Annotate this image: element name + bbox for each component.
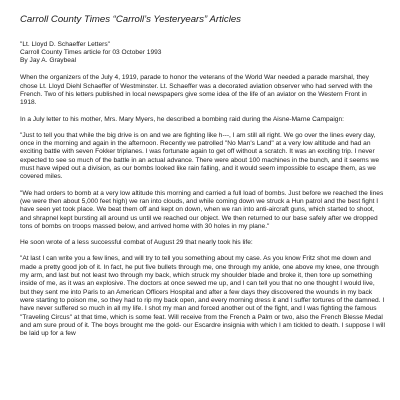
article-header	[20, 41, 385, 66]
paragraph: He soon wrote of a less successful combat of August 29 that nearly took his life:	[20, 239, 253, 247]
paragraph: "Just to tell you that while the big drive is on and we are fighting like h---, I am still all right. We go over the lines every day, once in the morning and again in the afternoon. Recently we patrolled "No Man's Land" at a very low altitude and had an exciting battle with seven Fokker triplanes. I was fortunate again to get off without a scratch. It was an exciting trip. I never expected to see so much of the battle in an actual advance. There were about 100 machines in the bunch, and it seems we must have wiped out a division, as our bombs looked like rain falling, and it would seem impossible to escape them, as we covered miles.	[20, 131, 380, 181]
paragraph: "At last I can write you a few lines, and will try to tell you something about my case. As you know Fritz shot me down and made a pretty good job of it. In fact, he put five bullets through me, one through my ankle, one above my knee, one through my arm, and last but not least two through my back, which struck my shoulder blade and broke it, then tore up something inside of me, as it was an explosive. The doctors at once sewed me up, and I can tell you that no one thought I would live, but they sent me into Paris to an American Officers Hospital and after a few days they discovered the wounds in my back were starting to poison me, so they had to rip my back open, and every morning dress it and I suffer tortures of the damned. I have never suffered so much in all my life. I shot my man and forced another out of the fight, and I was fighting the famous "Traveling Circus" at that time, which is some feat. Will receive from the French a Palm or two, also the French Blesse Medal and am sure proud of it. The boys brought me the gold- our Escardre insignia with which I am tickled to death. I suppose I will be laid up for a few	[20, 255, 385, 338]
article-source: Carroll County Times article for 03 October 1993	[20, 48, 162, 56]
paragraph: When the organizers of the July 4, 1919, parade to honor the veterans of the World War needed a parade marshal, they chose Lt. Lloyd Diehl Schaeffer of Westminster. Lt. Schaeffer was a decorated aviation observer who had served with the French. Two of his letters published in local newspapers give some idea of the life of an aviator on the Western Front in 1918.	[20, 74, 373, 107]
document-title: Carroll County Times “Carroll’s Yesteryears” Articles	[20, 14, 241, 25]
paragraph: In a July letter to his mother, Mrs. Mary Myers, he described a bombing raid during the Aisne-Marne Campaign:	[20, 115, 344, 123]
article-byline: By Jay A. Graybeal	[20, 57, 77, 65]
paragraph: "We had orders to bomb at a very low altitude this morning and carried a full load of bombs. Just before we reached the lines (we were then about 5,000 feet high) we ran into clouds, and while coming down we struck a Hun patrol and the best fight I have seen yet took place. We beat them off and kept on down, when we ran into anti-aircraft guns, which started to shoot, and shrapnel kept bursting all around us until we reached our object. We then returned to our base safely after we dropped tons of bombs on troops massed below, and arrived home with 30 holes in my plane."	[20, 189, 384, 230]
article-headline: "Lt. Lloyd D. Schaeffer Letters"	[20, 40, 110, 48]
